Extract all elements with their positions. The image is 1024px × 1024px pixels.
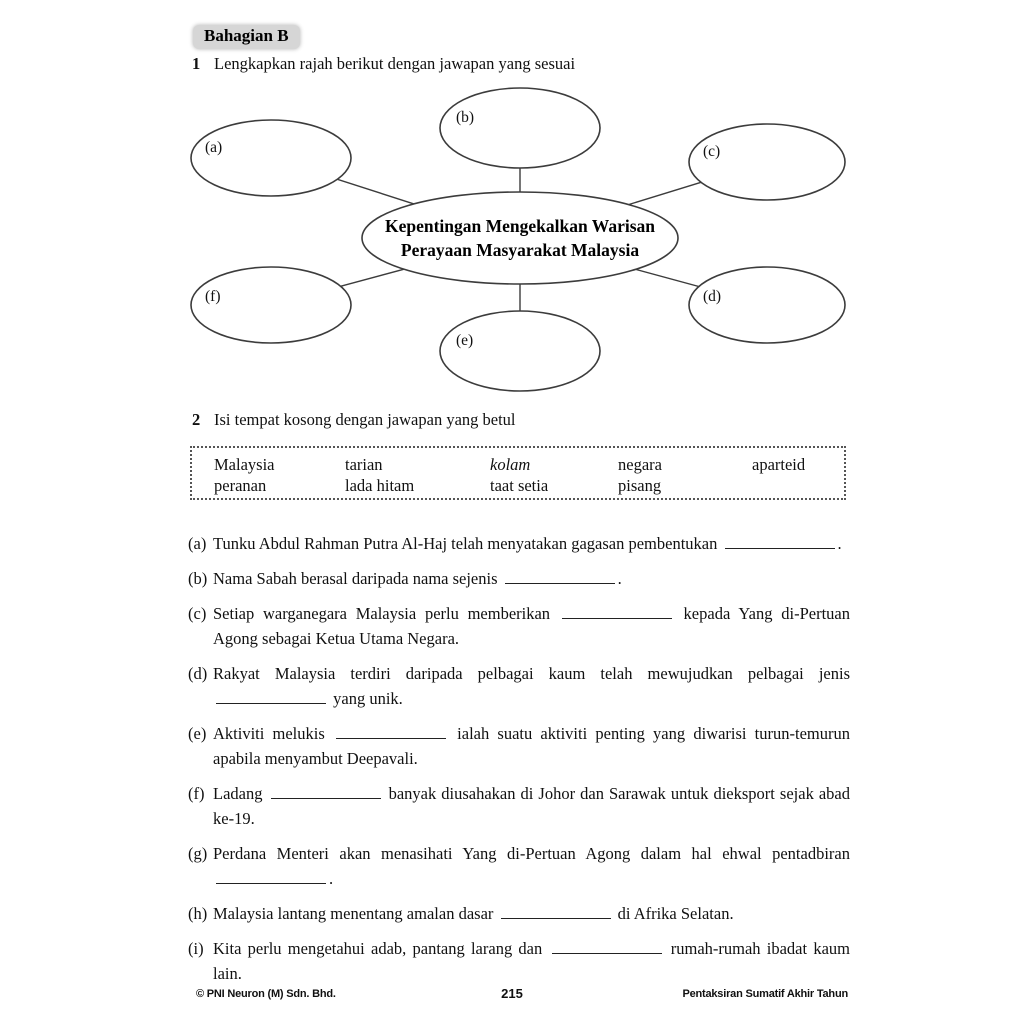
item-text: Tunku Abdul Rahman Putra Al-Haj telah menyatakan gagasan pembentukan . [213, 534, 842, 553]
node-d-label: (d) [703, 288, 722, 305]
answer-blank[interactable] [216, 869, 326, 884]
answer-blank[interactable] [562, 604, 672, 619]
fill-in-item [188, 721, 850, 771]
word-bank-word: Malaysia [214, 455, 275, 474]
item-marker: (i) [188, 939, 204, 958]
diagram-center-node [362, 192, 678, 284]
node-c-label: (c) [703, 143, 721, 160]
word-bank-word: pisang [618, 476, 662, 495]
diagram-node-b[interactable] [440, 88, 600, 168]
item-marker: (a) [188, 534, 207, 553]
fill-in-items [188, 531, 850, 996]
diagram-node-e[interactable] [440, 311, 600, 391]
fill-in-item [188, 781, 850, 831]
footer-page-number: 215 [501, 986, 523, 1001]
word-bank-word: lada hitam [345, 476, 415, 495]
question-2 [192, 410, 854, 430]
word-bank-word: peranan [214, 476, 267, 495]
item-text: Malaysia lantang menentang amalan dasar di Afrika Selatan. [213, 904, 734, 923]
answer-blank[interactable] [216, 689, 326, 704]
center-node-line1: Kepentingan Mengekalkan Warisan [384, 216, 656, 236]
fill-in-item [188, 841, 850, 891]
node-a-label: (a) [205, 139, 223, 156]
diagram-node-f[interactable] [191, 267, 351, 343]
item-text: Nama Sabah berasal daripada nama sejenis . [213, 569, 622, 588]
answer-blank[interactable] [505, 569, 615, 584]
item-text: Aktiviti melukis ialah suatu aktiviti penting yang diwarisi turun-temurun apabila menyambut Deepavali. [213, 724, 850, 768]
fill-in-item [188, 901, 850, 926]
section-badge: Bahagian B [193, 25, 300, 49]
word-bank-word: tarian [345, 455, 383, 474]
fill-in-item [188, 566, 850, 591]
item-marker: (f) [188, 784, 205, 803]
footer-book-title: Pentaksiran Sumatif Akhir Tahun [682, 988, 848, 1000]
diagram-node-a[interactable] [191, 120, 351, 196]
answer-blank[interactable] [552, 939, 662, 954]
question-2-number: 2 [192, 410, 201, 429]
footer-publisher: © PNI Neuron (M) Sdn. Bhd. [196, 988, 336, 1000]
answer-blank[interactable] [725, 534, 835, 549]
item-text: Kita perlu mengetahui adab, pantang larang dan rumah-rumah ibadat kaum lain. [213, 939, 850, 983]
fill-in-item [188, 531, 850, 556]
spider-diagram [0, 80, 1024, 400]
answer-blank[interactable] [501, 904, 611, 919]
word-bank-word: aparteid [752, 455, 806, 474]
item-marker: (g) [188, 844, 208, 863]
node-b-label: (b) [456, 109, 475, 126]
word-bank-row [214, 454, 844, 475]
word-bank-row [214, 475, 844, 496]
fill-in-item [188, 601, 850, 651]
word-bank-word: taat setia [490, 476, 549, 495]
answer-blank[interactable] [336, 724, 446, 739]
word-bank-word: kolam [490, 455, 531, 474]
diagram-node-c[interactable] [689, 124, 845, 200]
item-text: Ladang banyak diusahakan di Johor dan Sarawak untuk dieksport sejak abad ke-19. [213, 784, 851, 828]
question-2-text: Isi tempat kosong dengan jawapan yang betul [214, 410, 516, 429]
word-bank-word: negara [618, 455, 662, 474]
center-node-line2: Perayaan Masyarakat Malaysia [400, 240, 640, 260]
question-1-number: 1 [192, 54, 201, 73]
item-marker: (b) [188, 569, 208, 588]
item-text: Rakyat Malaysia terdiri daripada pelbagai kaum telah mewujudkan pelbagai jenis yang unik. [213, 664, 850, 708]
question-1 [192, 54, 854, 74]
answer-blank[interactable] [271, 784, 381, 799]
node-e-label: (e) [456, 332, 474, 349]
item-text: Setiap warganegara Malaysia perlu memberikan kepada Yang di-Pertuan Agong sebagai Ketua Utama Negara. [213, 604, 850, 648]
word-bank-box [190, 446, 846, 500]
fill-in-item [188, 661, 850, 711]
node-f-label: (f) [205, 288, 221, 305]
item-marker: (e) [188, 724, 207, 743]
question-1-text: Lengkapkan rajah berikut dengan jawapan yang sesuai [214, 54, 576, 73]
diagram-node-d[interactable] [689, 267, 845, 343]
item-marker: (h) [188, 904, 208, 923]
fill-in-item [188, 936, 850, 986]
item-marker: (d) [188, 664, 208, 683]
item-text: Perdana Menteri akan menasihati Yang di-Pertuan Agong dalam hal ehwal pentadbiran . [213, 844, 850, 888]
item-marker: (c) [188, 604, 207, 623]
